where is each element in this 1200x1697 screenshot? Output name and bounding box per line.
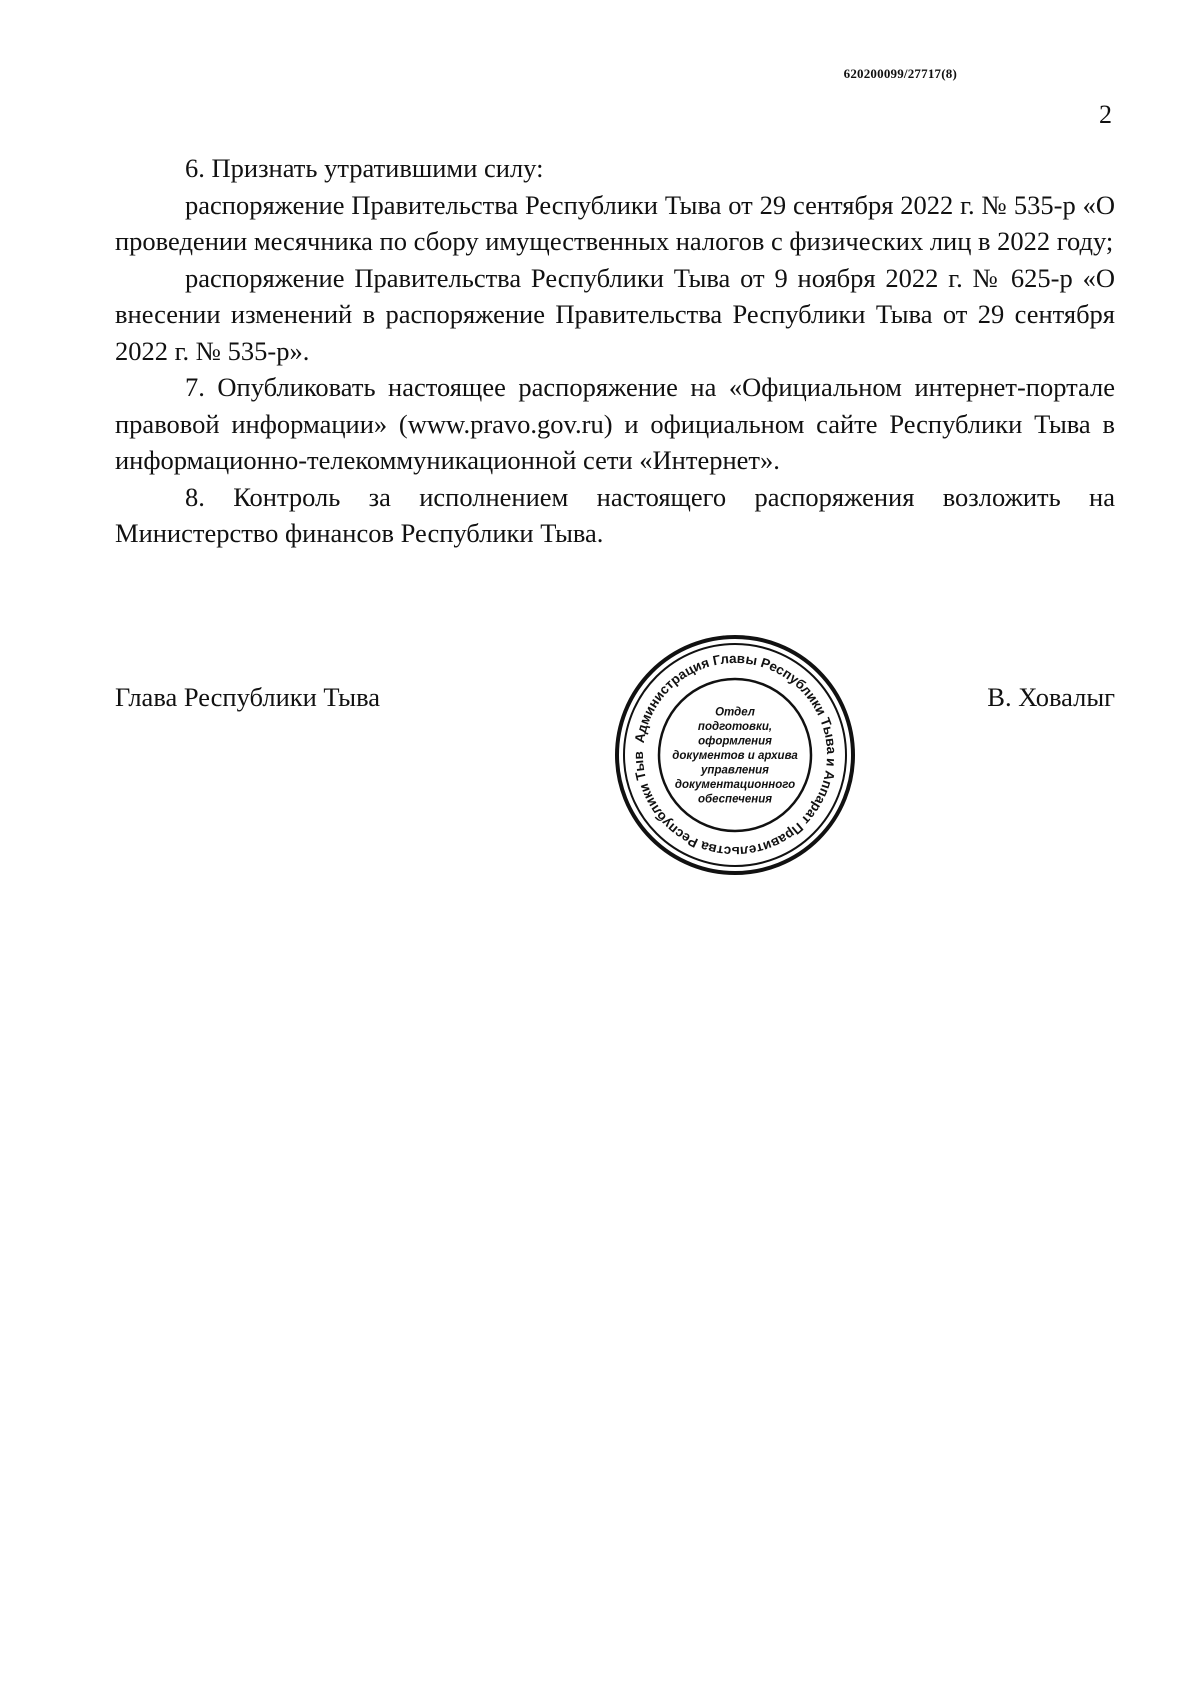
page-number: 2 xyxy=(1099,100,1112,129)
signatory-title: Глава Республики Тыва xyxy=(115,682,381,712)
paragraph-repealed-order-625: распоряжение Правительства Республики Тыва от 9 ноября 2022 г. № 625-р «О внесении изменений в распоряжение Правительства Республики Тыва от 29 сентября 2022 г. № 535-р». xyxy=(115,262,1115,366)
stamp-seal-icon xyxy=(610,630,860,880)
stamp-inner-line: подготовки, xyxy=(697,721,773,733)
stamp-inner-line: управления xyxy=(701,764,769,777)
paragraph-item-7: 7. Опубликовать настоящее распоряжение на «Официальном интернет-портале правовой информации» (www.pravo.gov.ru) и официальном сайте Республики Тыва в информационно-телекоммуникационной сети «Интернет». xyxy=(115,372,1115,475)
official-stamp xyxy=(610,630,860,880)
stamp-inner-line: документов и архива xyxy=(672,750,798,762)
stamp-inner-line: Отдел xyxy=(715,706,755,719)
stamp-inner-text xyxy=(672,707,798,806)
stamp-inner-line: оформления xyxy=(698,735,772,748)
paragraph-repealed-order-535: распоряжение Правительства Республики Тыва от 29 сентября 2022 г. № 535-р «О проведении месячника по сбору имущественных налогов с физических лиц в 2022 году; xyxy=(115,189,1115,256)
document-id: 620200099/27717(8) xyxy=(843,66,957,81)
paragraph-item-8: 8. Контроль за исполнением настоящего распоряжения возложить на Министерство финансов Республики Тыва. xyxy=(115,481,1115,548)
paragraph-item-6: 6. Признать утратившими силу: xyxy=(185,153,544,183)
stamp-inner-line: документационного xyxy=(674,779,796,791)
signatory-name: В. Ховалыг xyxy=(987,682,1115,712)
document-body xyxy=(115,150,1115,552)
stamp-outer-text: Администрация Главы Республики Тыва и Аппарат Правительства Республики Тыв xyxy=(630,650,840,860)
stamp-inner-line: обеспечения xyxy=(697,793,773,806)
